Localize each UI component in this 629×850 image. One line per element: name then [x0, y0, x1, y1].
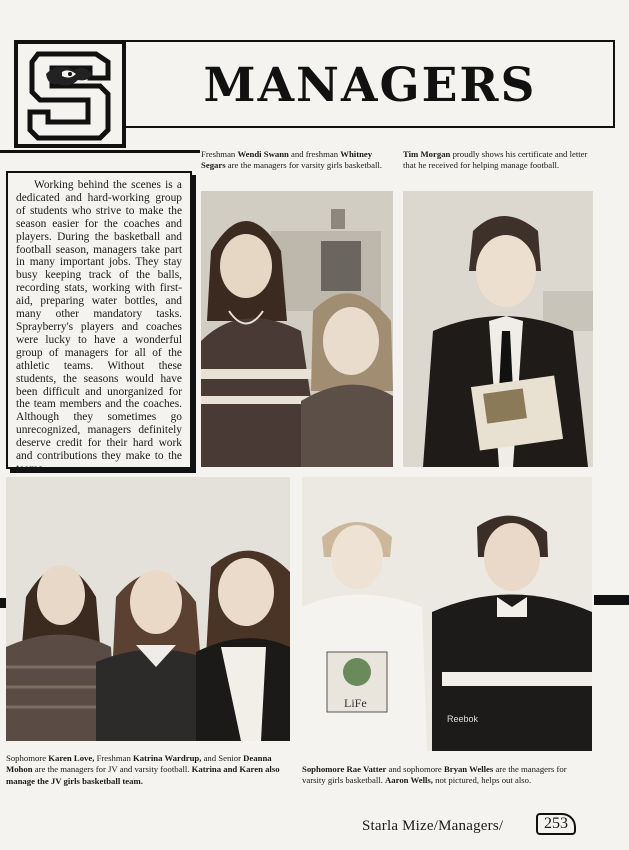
- photo-two-girls: [201, 191, 393, 467]
- caption-name: Whitney Segars: [201, 149, 373, 171]
- photo-three-girls: [6, 477, 290, 741]
- caption-name: Wendi Swann: [237, 149, 289, 159]
- header-rule: [0, 150, 200, 153]
- caption-text: and freshman: [288, 149, 341, 159]
- intro-text: Working behind the scenes is a dedicated and hard-working group of students who strive to make the season easier for the coaches and players. During the basketball and football season, managers take part in many important jobs. They stay busy keeping track of the balls, recording stats, working with first-aid, preparing water bottles, and many other mandatory tasks. Sprayberry's players and coaches were lucky to have a wonderful group of managers for all of the athletic teams. Without these students, the seasons would have been difficult and unorganized for the team members and the coaches. Although they sometimes go unrecognized, managers definitely deserve credit for their hard work and contributions they make to the teams.: [16, 179, 182, 475]
- caption-name: Aaron Wells,: [385, 775, 433, 786]
- photo-girl-and-boy: [302, 477, 592, 751]
- jacket-logo-text: Reebok: [447, 714, 479, 724]
- caption-name: Karen Love,: [48, 753, 95, 763]
- caption-football-certificate: [403, 149, 591, 172]
- caption-text: and Senior: [201, 753, 244, 763]
- caption-name: Sophomore Rae Vatter: [302, 764, 387, 774]
- caption-text: proudly shows his certificate and letter that he received for helping manage football.: [403, 149, 588, 171]
- caption-name: Tim Morgan: [403, 149, 451, 159]
- school-logo: [14, 40, 126, 148]
- caption-text: are the managers for JV and varsity football.: [32, 764, 192, 775]
- caption-name: Deanna Mohon: [6, 753, 272, 775]
- photo-boy-certificate: [403, 191, 593, 467]
- caption-text: Sophomore: [6, 753, 49, 763]
- caption-football-managers: [6, 753, 290, 787]
- caption-text: are the managers for varsity girls basketball.: [225, 160, 382, 171]
- caption-text: not pictured, helps out also.: [432, 775, 532, 786]
- caption-text: Freshman: [94, 753, 134, 763]
- page-title: MANAGERS: [203, 58, 537, 113]
- caption-name: Bryan Welles: [443, 764, 494, 774]
- footer-credit: Starla Mize/Managers/: [362, 818, 504, 834]
- intro-box: [6, 171, 192, 475]
- caption-name: Katrina Wardrup,: [133, 753, 202, 763]
- s-mascot-logo-icon: [18, 44, 122, 144]
- caption-text: and sophomore: [386, 764, 444, 774]
- right-edge-tab: [594, 595, 629, 605]
- shirt-graphic-text: LiFe: [344, 696, 367, 710]
- caption-text: are the managers for varsity girls basketball.: [302, 764, 567, 786]
- caption-name: Katrina and Karen also manage the JV girls basketball team.: [6, 764, 280, 786]
- caption-varsity-girls-managers: [302, 764, 590, 787]
- caption-text: Freshman: [201, 149, 238, 159]
- page-number: 253: [536, 813, 576, 835]
- caption-girls-basketball: [201, 149, 395, 172]
